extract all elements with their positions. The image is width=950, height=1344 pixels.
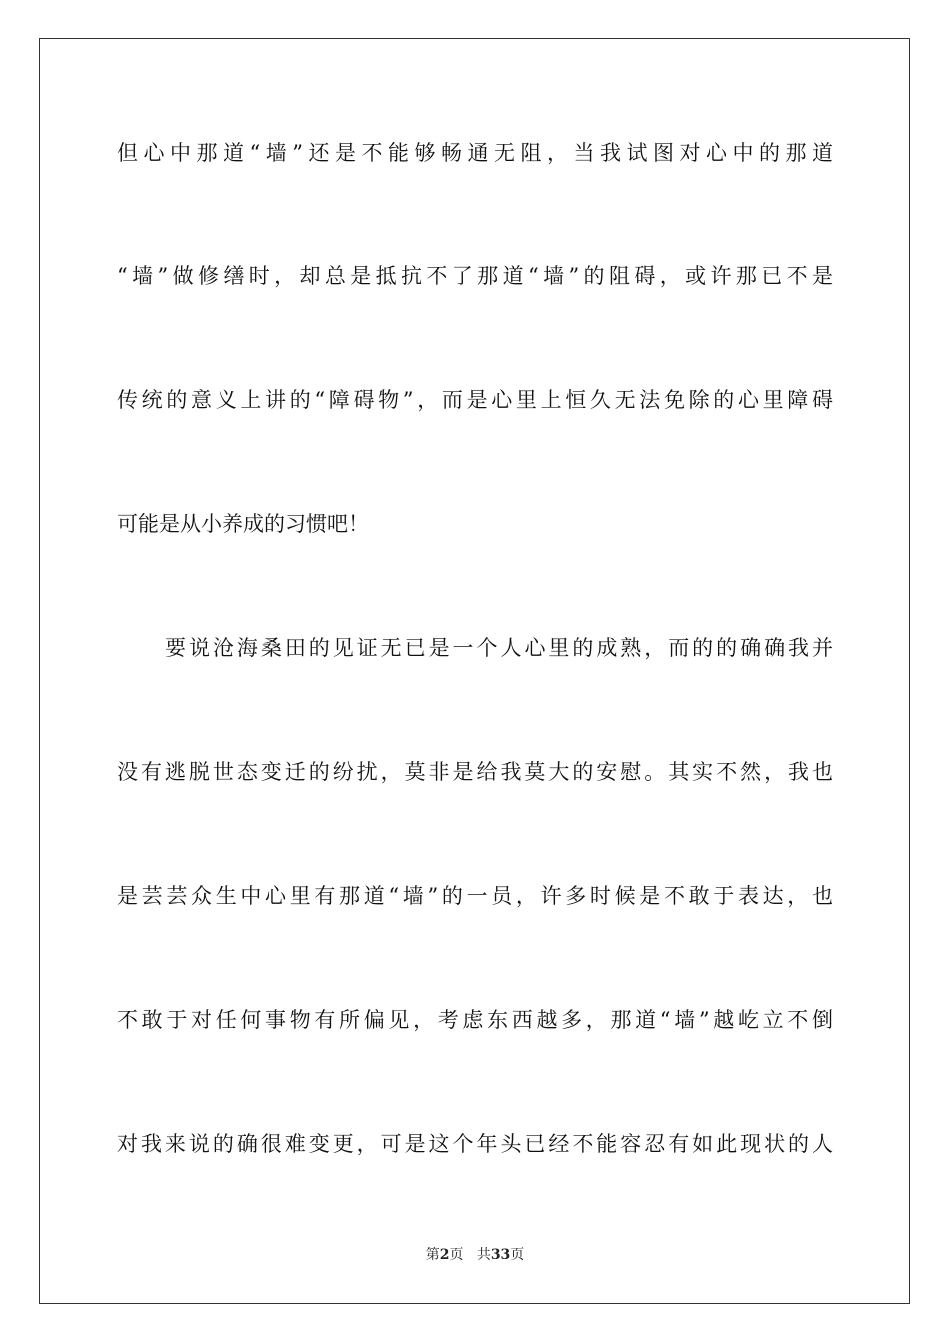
body-line-4: 可能是从小养成的习惯吧！ [117, 512, 369, 536]
page-footer [0, 1246, 950, 1264]
body-line-3: 传统的意义上讲的“障碍物”，而是心里上恒久无法免除的心里障碍 [117, 388, 833, 412]
body-line-6: 没有逃脱世态变迁的纷扰，莫非是给我莫大的安慰。其实不然，我也 [117, 760, 833, 784]
body-line-5: 要说沧海桑田的见证无已是一个人心里的成熟，而的的确确我并 [165, 636, 833, 660]
footer-total-number: 33 [490, 1247, 511, 1263]
page-border [39, 38, 910, 1304]
footer-total-suffix: 页 [510, 1247, 525, 1263]
body-line-2: “墙”做修缮时，却总是抵抗不了那道“墙”的阻碍，或许那已不是 [117, 264, 833, 288]
body-line-1: 但心中那道“墙”还是不能够畅通无阻，当我试图对心中的那道 [117, 141, 833, 165]
footer-page-prefix: 第 [425, 1247, 440, 1263]
footer-page-number: 2 [439, 1247, 450, 1263]
body-line-8: 不敢于对任何事物有所偏见，考虑东西越多，那道“墙”越屹立不倒 [117, 1008, 833, 1032]
footer-total-prefix: 共 [476, 1247, 491, 1263]
footer-page-suffix: 页 [449, 1247, 464, 1263]
body-line-7: 是芸芸众生中心里有那道“墙”的一员，许多时候是不敢于表达，也 [117, 884, 833, 908]
body-line-9: 对我来说的确很难变更，可是这个年头已经不能容忍有如此现状的人 [117, 1132, 833, 1156]
